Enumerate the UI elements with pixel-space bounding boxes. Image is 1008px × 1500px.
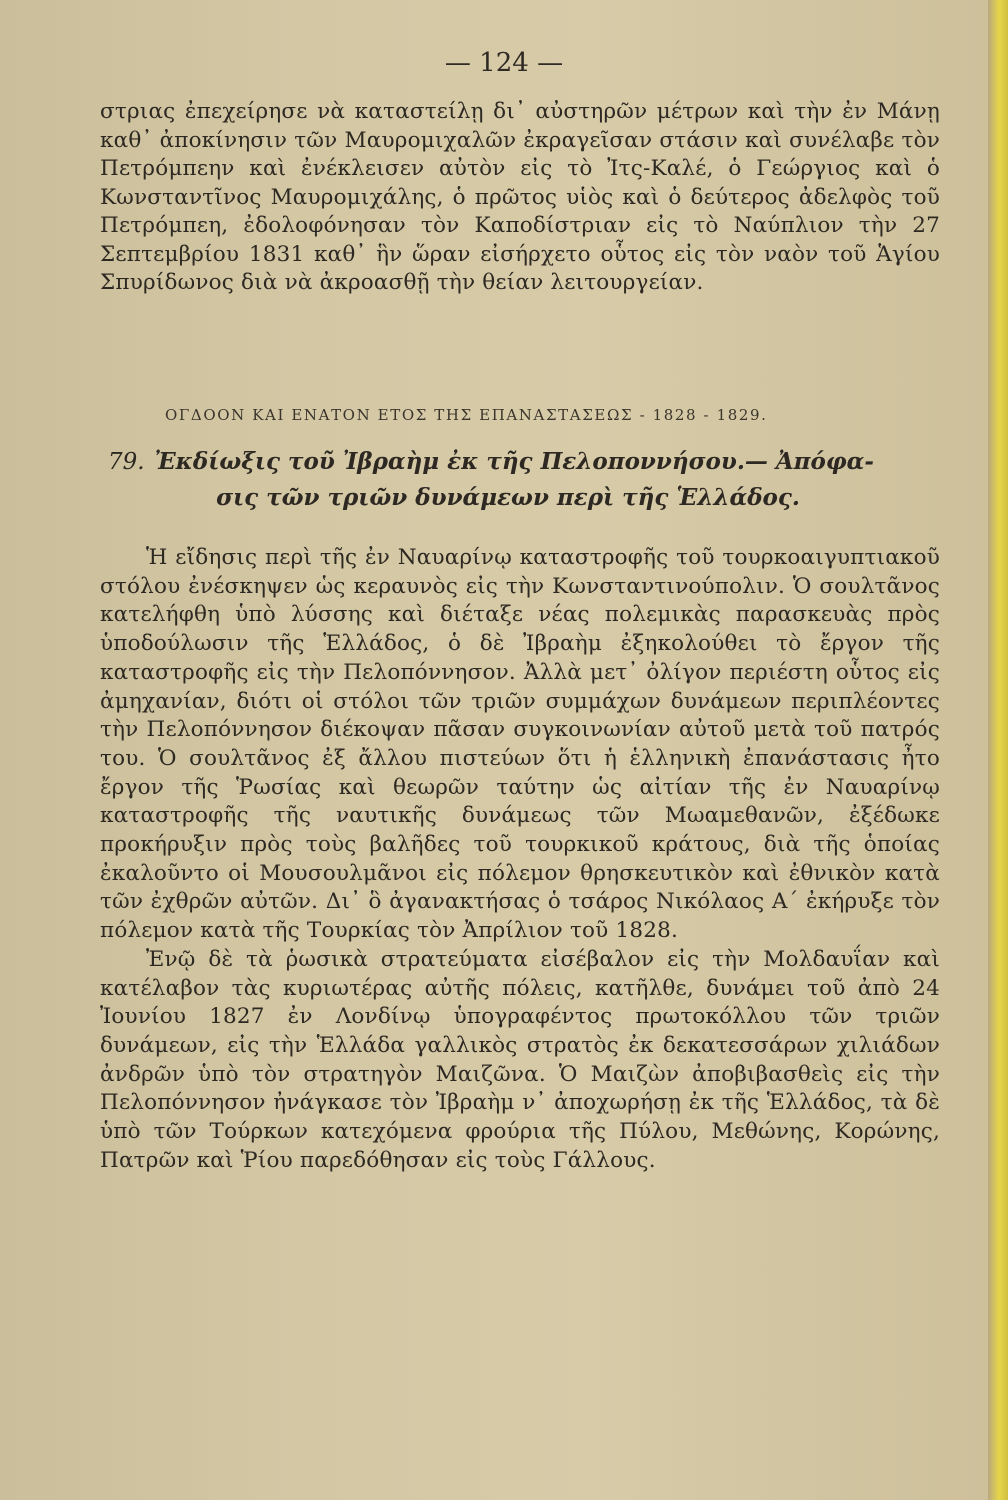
continued-paragraph: στριας ἐπεχείρησε νὰ καταστείλῃ δι᾽ αὐστηρῶν μέτρων καὶ τὴν ἐν Μάνῃ καθ᾽ ἀποκίνησιν τῶν Μαυρομιχαλῶν ἐκραγεῖσαν στάσιν καὶ συνέλαβε τὸν Πετρόμπεην καὶ ἐνέκλεισεν αὐτὸν εἰς τὸ Ἰτς-Καλέ, ὁ Γεώργιος καὶ ὁ Κωνσταντῖνος Μαυρομιχάλης, ὁ πρῶτος υἱὸς καὶ ὁ δεύτερος ἀδελφὸς τοῦ Πετρόμπεη, ἐδολοφόνησαν τὸν Καποδίστριαν εἰς τὸ Ναύπλιον τὴν 27 Σεπτεμβρίου 1831 καθ᾽ ἣν ὥραν εἰσήρχετο οὗτος εἰς τὸν ναὸν τοῦ Ἁγίου Σπυρίδωνος διὰ νὰ ἀκροασθῇ τὴν θείαν λειτουργείαν.	[100, 99, 940, 295]
section-title-line1: Ἐκδίωξις τοῦ Ἰβραὴμ ἐκ τῆς Πελοποννήσου.— Ἀπόφα-	[154, 448, 874, 475]
body-paragraph: Ἡ εἴδησις περὶ τῆς ἐν Ναυαρίνῳ καταστροφῆς τοῦ τουρκοαιγυπτιακοῦ στόλου ἐνέσκηψεν ὡς κεραυνὸς εἰς τὴν Κωνσταντινούπολιν. Ὁ σουλτᾶνος κατελήφθη ὑπὸ λύσσης καὶ διέταξε νέας πολεμικὰς παρασκευὰς πρὸς ὑποδούλωσιν τῆς Ἑλλάδος, ὁ δὲ Ἰβραὴμ ἐξηκολούθει τὸ ἔργον τῆς καταστροφῆς εἰς τὴν Πελοπόννησον. Ἀλλὰ μετ᾽ ὀλίγον περιέστη οὗτος εἰς ἀμηχανίαν, διότι οἱ στόλοι τῶν τριῶν συμμάχων δυνάμεων περιπλέοντες τὴν Πελοπόννησον διέκοψαν πᾶσαν συγκοινωνίαν αὐτοῦ μετὰ τοῦ πατρός του. Ὁ σουλτᾶνος ἐξ ἄλλου πιστεύων ὅτι ἡ ἑλληνικὴ ἐπανάστασις ἦτο ἔργον τῆς Ῥωσίας καὶ θεωρῶν ταύτην ὡς αἰτίαν τῆς ἐν Ναυαρίνῳ καταστροφῆς τῆς ναυτικῆς δυνάμεως τῶν Μωαμεθανῶν, ἐξέδωκε προκήρυξιν πρὸς τοὺς βαλῆδες τοῦ τουρκικοῦ κράτους, διὰ τῆς ὁποίας ἐκαλοῦντο οἱ Μουσουλμᾶνοι εἰς πόλεμον θρησκευτικὸν καὶ ἐθνικὸν κατὰ τῶν ἐχθρῶν αὐτῶν. Δι᾽ ὃ ἀγανακτήσας ὁ τσάρος Νικόλαος Α΄ ἐκήρυξε τὸν πόλεμον κατὰ τῆς Τουρκίας τὸν Ἀπρίλιον τοῦ 1828.	[100, 545, 940, 944]
section-body	[100, 544, 940, 1175]
year-heading: ΟΓΔΟΟΝ ΚΑΙ ΕΝΑΤΟΝ ΕΤΟΣ ΤΗΣ ΕΠΑΝΑΣΤΑΣΕΩΣ - 1828 - 1829.	[165, 406, 768, 424]
section-title	[108, 444, 948, 516]
page-edge	[988, 0, 1008, 1500]
page-number: — 124 —	[444, 48, 564, 78]
section-title-line2: σις τῶν τριῶν δυνάμεων περὶ τῆς Ἑλλάδος.	[216, 484, 800, 511]
body-paragraph: Ἐνῷ δὲ τὰ ῥωσικὰ στρατεύματα εἰσέβαλον εἰς τὴν Μολδαυΐαν καὶ κατέλαβον τὰς κυριωτέρας αὐτῆς πόλεις, κατῆλθε, δυνάμει τοῦ ἀπὸ 24 Ἰουνίου 1827 ἐν Λονδίνῳ ὑπογραφέντος πρωτοκόλλου τῶν τριῶν δυνάμεων, εἰς τὴν Ἑλλάδα γαλλικὸς στρατὸς ἐκ δεκατεσσάρων χιλιάδων ἀνδρῶν ὑπὸ τὸν στρατηγὸν Μαιζῶνα. Ὁ Μαιζὼν ἀποβιβασθεὶς εἰς τὴν Πελοπόννησον ἠνάγκασε τὸν Ἰβραὴμ ν᾽ ἀποχωρήσῃ ἐκ τῆς Ἑλλάδος, τὰ δὲ ὑπὸ τῶν Τούρκων κατεχόμενα φρούρια τῆς Πύλου, Μεθώνης, Κορώνης, Πατρῶν καὶ Ῥίου παρεδόθησαν εἰς τοὺς Γάλλους.	[100, 946, 940, 1173]
section-number: 79.	[108, 449, 145, 475]
